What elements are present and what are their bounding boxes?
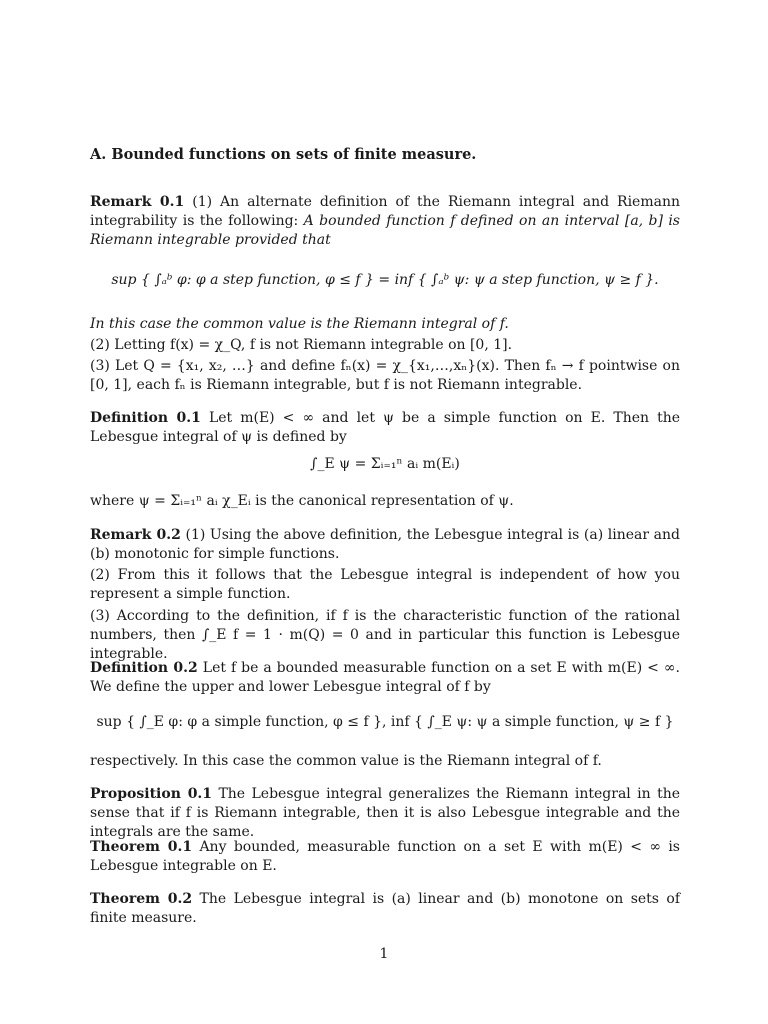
definition-label: Definition 0.1	[90, 410, 201, 426]
definition-text: Let f be a bounded measurable function on a set E with m(E) < ∞. We define the upper and lower Lebesgue integral of f by	[90, 660, 680, 695]
definition-0-2	[90, 659, 680, 697]
riemann-formula: sup { ∫ₐᵇ φ: φ a step function, φ ≤ f } = inf { ∫ₐᵇ ψ: ψ a step function, ψ ≥ f }.	[111, 272, 659, 288]
lebesgue-simple-formula: ∫_E ψ = Σᵢ₌₁ⁿ aᵢ m(Eᵢ)	[310, 456, 460, 472]
remark-label: Remark 0.1	[90, 194, 185, 210]
remark-item-2: (2) From this it follows that the Lebesgue integral is independent of how you represent a simple function.	[90, 567, 680, 602]
proposition-label: Proposition 0.1	[90, 786, 213, 802]
definition-after: where ψ = Σᵢ₌₁ⁿ aᵢ χ_Eᵢ is the canonical representation of ψ.	[90, 493, 514, 509]
remark-conclusion: In this case the common value is the Riemann integral of f.	[90, 316, 509, 332]
proposition-0-1	[90, 785, 680, 842]
definition-label: Definition 0.2	[90, 660, 198, 676]
definition-text: Let m(E) < ∞ and let ψ be a simple function on E. Then the Lebesgue integral of ψ is defined by	[90, 410, 681, 445]
remark-item-1: (1) Using the above definition, the Lebesgue integral is (a) linear and (b) monotonic for simple functions.	[90, 527, 680, 562]
remark-label: Remark 0.2	[90, 527, 181, 543]
theorem-label: Theorem 0.2	[90, 891, 193, 907]
remark-italic-text: A bounded function f defined on an interval [a, b] is Riemann integrable provided that	[90, 213, 680, 248]
page-number: 1	[379, 946, 389, 962]
remark-item-2: (2) Letting f(x) = χ_Q, f is not Riemann integrable on [0, 1].	[90, 337, 513, 353]
upper-lower-integral-formula: sup { ∫_E φ: φ a simple function, φ ≤ f }, inf { ∫_E ψ: ψ a simple function, ψ ≥ f }	[96, 714, 674, 730]
proposition-text: The Lebesgue integral generalizes the Riemann integral in the sense that if f is Riemann integrable, then it is also Lebesgue integrable and the integrals are the same.	[90, 786, 680, 840]
theorem-text: The Lebesgue integral is (a) linear and (b) monotone on sets of finite measure.	[90, 891, 680, 926]
remark-0-1	[90, 193, 680, 250]
theorem-text: Any bounded, measurable function on a set E with m(E) < ∞ is Lebesgue integrable on E.	[90, 839, 680, 874]
theorem-label: Theorem 0.1	[90, 839, 193, 855]
theorem-0-2	[90, 890, 680, 928]
section-title: A. Bounded functions on sets of finite measure.	[90, 146, 477, 163]
definition-0-1	[90, 409, 680, 447]
remark-0-2	[90, 526, 680, 564]
remark-item-3: (3) Let Q = {x₁, x₂, …} and define fₙ(x) = χ_{x₁,…,xₙ}(x). Then fₙ → f pointwise on [0, 1], each fₙ is Riemann integrable, but f is not Riemann integrable.	[90, 358, 680, 393]
remark-item-3: (3) According to the definition, if f is the characteristic function of the rational numbers, then ∫_E f = 1 · m(Q) = 0 and in particular this function is Lebesgue integrable.	[90, 608, 680, 662]
definition-after: respectively. In this case the common value is the Riemann integral of f.	[90, 753, 602, 769]
remark-text: (1) An alternate definition of the Riemann integral and Riemann integrability is the following:	[90, 194, 680, 229]
theorem-0-1	[90, 838, 680, 876]
